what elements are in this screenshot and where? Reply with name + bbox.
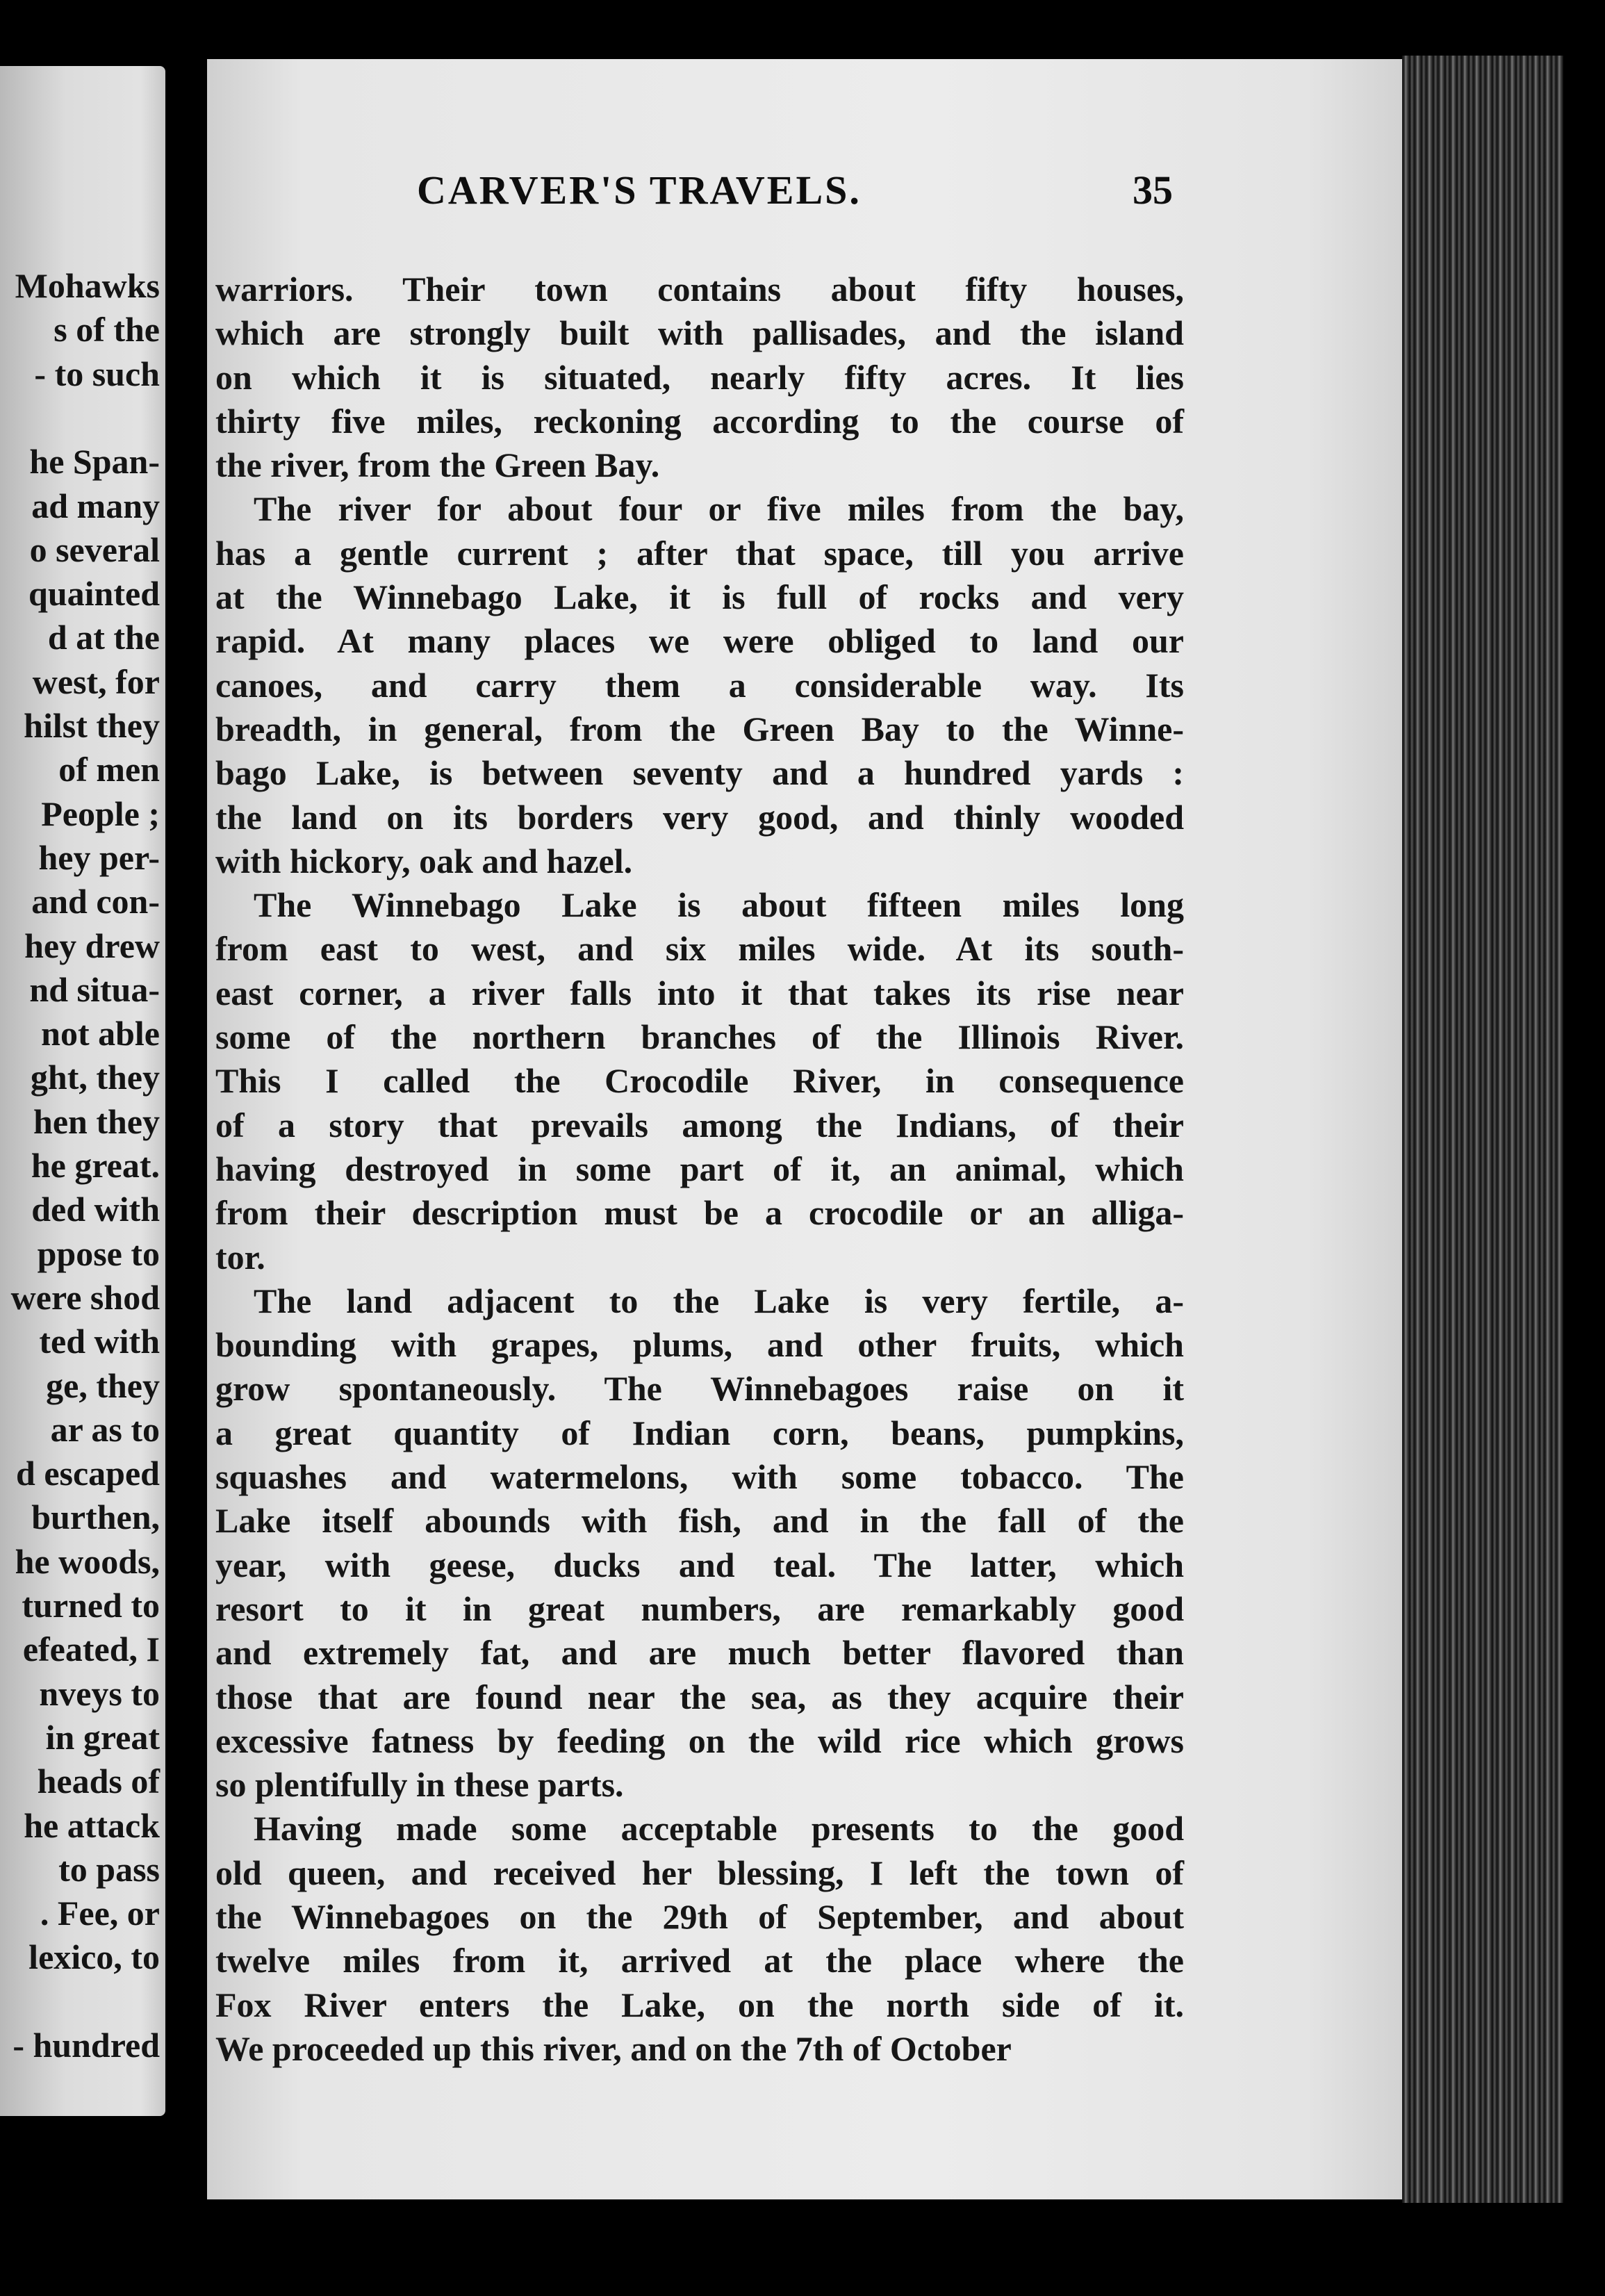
facing-page-line: of men — [58, 750, 160, 789]
text-line: having destroyed in some part of it, an animal, which — [215, 1149, 1184, 1188]
text-line: old queen, and received her blessing, I left the town of — [215, 1853, 1184, 1892]
facing-page-line: nd situa- — [29, 969, 160, 1009]
facing-page-line: nveys to — [39, 1673, 160, 1713]
text-line: on which it is situated, nearly fifty acres. It lies — [215, 357, 1184, 397]
text-line: The land adjacent to the Lake is very fertile, a- — [254, 1281, 1184, 1320]
text-line: thirty five miles, reckoning according to the course of — [215, 401, 1184, 441]
body-text — [215, 268, 1184, 2071]
text-line: squashes and watermelons, with some tobacco. The — [215, 1457, 1184, 1497]
text-line: has a gentle current ; after that space, till you arrive — [215, 533, 1184, 573]
text-line: twelve miles from it, arrived at the place where the — [215, 1941, 1184, 1981]
background-edge — [1563, 0, 1605, 2296]
text-line: resort to it in great numbers, are remarkably good — [215, 1589, 1184, 1628]
text-line: Having made some acceptable presents to the good — [254, 1809, 1184, 1848]
paragraph — [215, 268, 1184, 487]
text-line: a great quantity of Indian corn, beans, pumpkins, — [215, 1413, 1184, 1452]
text-line: The river for about four or five miles from the bay, — [254, 489, 1184, 529]
facing-page-line: ted with — [39, 1322, 160, 1361]
facing-page-line: ght, they — [30, 1058, 160, 1097]
facing-page-line: quainted — [28, 574, 160, 614]
text-line: the land on its borders very good, and thinly wooded — [215, 797, 1184, 837]
text-line: and extremely fat, and are much better flavored than — [215, 1633, 1184, 1673]
text-line: the Winnebagoes on the 29th of September, and about — [215, 1896, 1184, 1936]
facing-page-line: hen they — [33, 1101, 160, 1141]
page-block-edge — [1402, 56, 1563, 2203]
text-line: This I called the Crocodile River, in consequence — [215, 1061, 1184, 1101]
text-line: the river, from the Green Bay. — [215, 445, 660, 485]
text-line: which are strongly built with pallisades, and the island — [215, 313, 1184, 353]
text-line: excessive fatness by feeding on the wild rice which grows — [215, 1721, 1184, 1760]
facing-page-line: turned to — [22, 1586, 160, 1625]
facing-page-line: not able — [41, 1014, 160, 1053]
facing-page-line: ge, they — [46, 1366, 160, 1405]
facing-page-line: d at the — [47, 618, 160, 657]
facing-page-line: west, for — [32, 662, 160, 701]
facing-page-line: Mohawks — [15, 266, 160, 305]
facing-page-line: efeated, I — [22, 1630, 160, 1669]
facing-page-line: . Fee, or — [40, 1894, 160, 1933]
text-line: tor. — [215, 1237, 265, 1277]
text-line: canoes, and carry them a considerable way. Its — [215, 665, 1184, 705]
text-line: We proceeded up this river, and on the 7th of October — [215, 2028, 1012, 2068]
text-line: so plentifully in these parts. — [215, 1765, 624, 1805]
facing-page-line: hey per- — [38, 837, 160, 877]
facing-page-line: he Span- — [29, 442, 160, 482]
facing-page-line: s of the — [54, 310, 160, 350]
facing-page-line: and con- — [31, 882, 160, 921]
text-line: some of the northern branches of the Illinois River. — [215, 1017, 1184, 1057]
text-line: year, with geese, ducks and teal. The latter, which — [215, 1545, 1184, 1584]
facing-page-line: o several — [29, 530, 160, 569]
facing-page-line: - hundred — [13, 2026, 160, 2065]
facing-page-line: he woods, — [15, 1541, 160, 1581]
text-line: with hickory, oak and hazel. — [215, 841, 633, 880]
text-line: at the Winnebago Lake, it is full of rocks and very — [215, 577, 1184, 617]
text-line: bounding with grapes, plums, and other fruits, which — [215, 1325, 1184, 1365]
facing-page-line: he great. — [31, 1146, 160, 1185]
paragraph — [215, 883, 1184, 1279]
facing-page-line: d escaped — [16, 1454, 160, 1493]
facing-page-line: People ; — [41, 794, 160, 833]
facing-page-line: ded with — [31, 1190, 160, 1229]
paragraph — [215, 487, 1184, 883]
facing-page-fragment — [0, 66, 165, 2116]
text-line: those that are found near the sea, as they acquire their — [215, 1677, 1184, 1716]
facing-page-line: burthen, — [31, 1498, 160, 1537]
page-number: 35 — [1133, 167, 1173, 213]
facing-page-line: - to such — [34, 354, 160, 393]
text-line: of a story that prevails among the Indians, of their — [215, 1105, 1184, 1145]
running-head: CARVER'S TRAVELS. — [417, 167, 862, 213]
facing-page-line: to pass — [58, 1849, 160, 1889]
text-line: from east to west, and six miles wide. At its south- — [215, 929, 1184, 969]
text-line: breadth, in general, from the Green Bay to the Winne- — [215, 709, 1184, 748]
paragraph — [215, 1279, 1184, 1807]
text-line: Fox River enters the Lake, on the north side of it. — [215, 1985, 1184, 2024]
facing-page-line: hey drew — [24, 926, 160, 965]
text-line: grow spontaneously. The Winnebagoes raise on it — [215, 1369, 1184, 1409]
text-line: east corner, a river falls into it that takes its rise near — [215, 973, 1184, 1012]
facing-page-line: in great — [45, 1717, 160, 1757]
text-line: from their description must be a crocodile or an alliga- — [215, 1193, 1184, 1233]
facing-page-line: ad many — [31, 486, 160, 525]
facing-page-line: hilst they — [24, 706, 160, 745]
facing-page-line: ppose to — [37, 1233, 160, 1273]
facing-page-line: he attack — [24, 1805, 160, 1845]
paragraph — [215, 1807, 1184, 2071]
facing-page-line: were shod — [10, 1277, 160, 1317]
text-line: rapid. At many places we were obliged to land our — [215, 621, 1184, 661]
book-gutter — [165, 0, 207, 2296]
facing-page-line: lexico, to — [28, 1937, 160, 1977]
text-line: bago Lake, is between seventy and a hundred yards : — [215, 753, 1184, 793]
facing-page-line: heads of — [37, 1762, 160, 1801]
text-line: warriors. Their town contains about fifty houses, — [215, 270, 1184, 309]
text-line: Lake itself abounds with fish, and in the fall of the — [215, 1501, 1184, 1541]
facing-page-line: ar as to — [50, 1409, 160, 1449]
text-line: The Winnebago Lake is about fifteen miles long — [254, 885, 1184, 925]
